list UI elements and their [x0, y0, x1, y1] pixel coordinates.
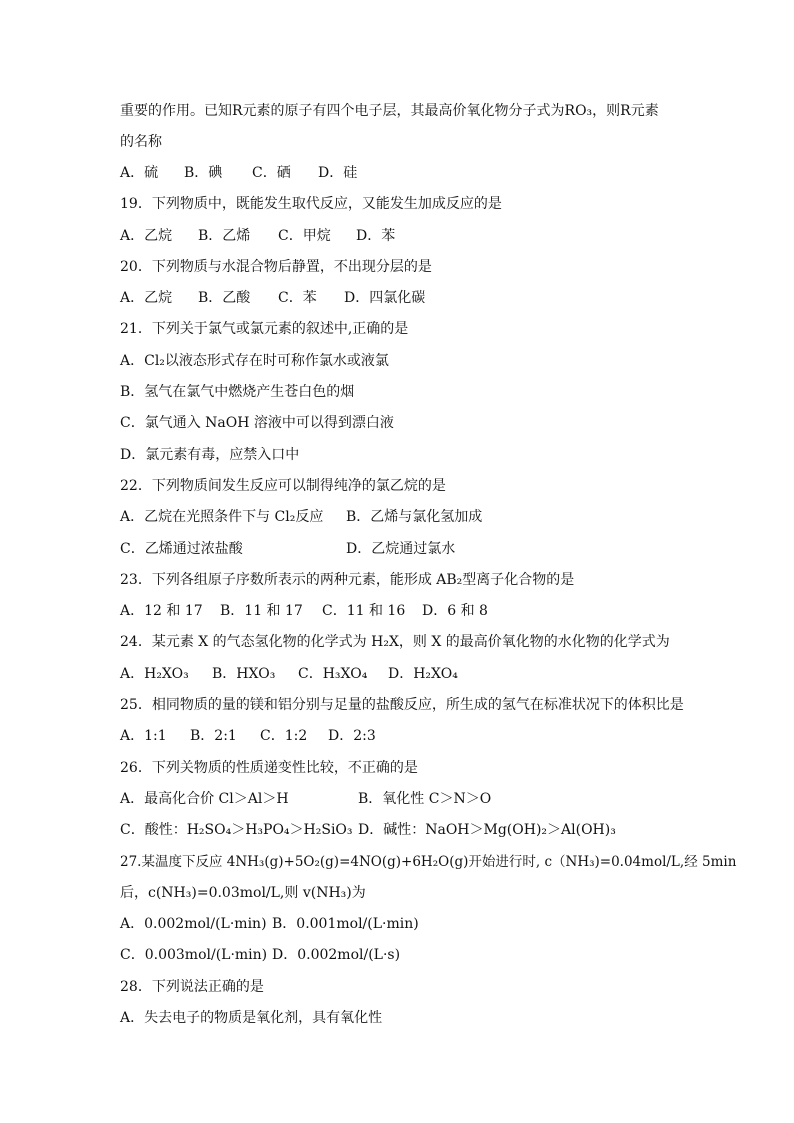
q24-option-c: C．H₃XO₄ — [298, 666, 368, 682]
q25-stem: 25．相同物质的量的镁和铝分别与足量的盐酸反应，所生成的氢气在标准状况下的体积比是 — [120, 697, 684, 713]
q22-options-row2 — [120, 540, 680, 558]
q23-option-b: B．11 和 17 — [220, 603, 303, 619]
q24-options — [120, 665, 680, 683]
q23-option-a: A．12 和 17 — [120, 603, 203, 619]
q26-stem: 26．下列关物质的性质递变性比较，不正确的是 — [120, 760, 418, 776]
q19-option-c: C．甲烷 — [278, 228, 331, 244]
q25-options — [120, 727, 680, 745]
q23-options — [120, 602, 680, 620]
q21-option-b: B．氢气在氯气中燃烧产生苍白色的烟 — [120, 384, 355, 400]
q22-options-row1 — [120, 508, 680, 526]
q24-option-a: A．H₂XO₃ — [120, 666, 189, 682]
q18-options — [120, 164, 680, 182]
q27-options-row2 — [120, 946, 680, 964]
q20-option-c: C．苯 — [278, 290, 317, 306]
q27-stem-line2: 后，c(NH₃)=0.03mol/L,则 v(NH₃)为 — [120, 885, 366, 901]
q19-option-d: D．苯 — [356, 228, 396, 244]
q20-option-b: B．乙酸 — [198, 290, 251, 306]
q25-option-c: C．1:2 — [260, 728, 308, 744]
q21-option-a: A．Cl₂以液态形式存在时可称作氯水或液氯 — [120, 353, 389, 369]
q20-option-d: D．四氯化碳 — [344, 290, 426, 306]
q21-stem: 21．下列关于氯气或氯元素的叙述中,正确的是 — [120, 321, 409, 337]
q26-options-row1 — [120, 790, 680, 808]
q20-stem: 20．下列物质与水混合物后静置，不出现分层的是 — [120, 259, 432, 275]
q20-options — [120, 289, 680, 307]
q21-option-d: D．氯元素有毒，应禁入口中 — [120, 447, 300, 463]
q25-option-d: D．2:3 — [328, 728, 376, 744]
q19-option-b: B．乙烯 — [198, 228, 251, 244]
q26-option-a: A．最高化合价 Cl＞Al＞H — [120, 791, 289, 807]
q22-option-a: A．乙烷在光照条件下与 Cl₂反应 — [120, 509, 324, 525]
q22-stem: 22．下列物质间发生反应可以制得纯净的氯乙烷的是 — [120, 478, 446, 494]
q18-option-b: B．碘 — [184, 165, 223, 181]
q22-option-c: C．乙烯通过浓盐酸 — [120, 541, 243, 557]
q27-option-c: C．0.003mol/(L·min) — [120, 947, 268, 963]
q19-stem: 19．下列物质中，既能发生取代反应，又能发生加成反应的是 — [120, 196, 502, 212]
q26-options-row2 — [120, 821, 680, 839]
q19-option-a: A．乙烷 — [120, 228, 173, 244]
q20-option-a: A．乙烷 — [120, 290, 173, 306]
q26-option-c: C．酸性：H₂SO₄＞H₃PO₄＞H₂SiO₃ — [120, 822, 353, 838]
q26-option-d: D．碱性：NaOH＞Mg(OH)₂＞Al(OH)₃ — [358, 822, 616, 838]
q28-option-a: A．失去电子的物质是氧化剂，具有氧化性 — [120, 1010, 383, 1026]
q27-option-d: D．0.002mol/(L·s) — [272, 947, 401, 963]
q21-option-c: C．氯气通入 NaOH 溶液中可以得到漂白液 — [120, 415, 394, 431]
q18-option-c: C．硒 — [252, 165, 291, 181]
q23-stem: 23．下列各组原子序数所表示的两种元素，能形成 AB₂型离子化合物的是 — [120, 572, 575, 588]
q24-option-b: B．HXO₃ — [212, 666, 276, 682]
q24-option-d: D．H₂XO₄ — [388, 666, 458, 682]
q24-stem: 24．某元素 X 的气态氢化物的化学式为 H₂X，则 X 的最高价氧化物的水化物的化学式为 — [120, 634, 670, 650]
q27-option-a: A．0.002mol/(L·min) — [120, 916, 267, 932]
q27-option-b: B．0.001mol/(L·min) — [272, 916, 419, 932]
q18-stem-line1: 重要的作用。已知R元素的原子有四个电子层，其最高价氧化物分子式为RO₃，则R元素 — [120, 103, 659, 119]
q25-option-b: B．2:1 — [190, 728, 237, 744]
q23-option-d: D．6 和 8 — [422, 603, 488, 619]
q27-options-row1 — [120, 915, 680, 933]
q25-option-a: A．1:1 — [120, 728, 167, 744]
q18-stem-line2: 的名称 — [120, 134, 162, 150]
q19-options — [120, 227, 680, 245]
q22-option-d: D．乙烷通过氯水 — [346, 541, 456, 557]
q23-option-c: C．11 和 16 — [322, 603, 406, 619]
q22-option-b: B．乙烯与氯化氢加成 — [346, 509, 483, 525]
q27-stem-line1: 27.某温度下反应 4NH₃(g)+5O₂(g)=4NO(g)+6H₂O(g)开始进行时, c（NH₃)=0.04mol/L,经 5min — [120, 854, 737, 870]
q18-option-d: D．硅 — [318, 165, 358, 181]
q28-stem: 28．下列说法正确的是 — [120, 979, 264, 995]
q18-option-a: A．硫 — [120, 165, 159, 181]
q26-option-b: B．氧化性 C＞N＞O — [358, 791, 492, 807]
